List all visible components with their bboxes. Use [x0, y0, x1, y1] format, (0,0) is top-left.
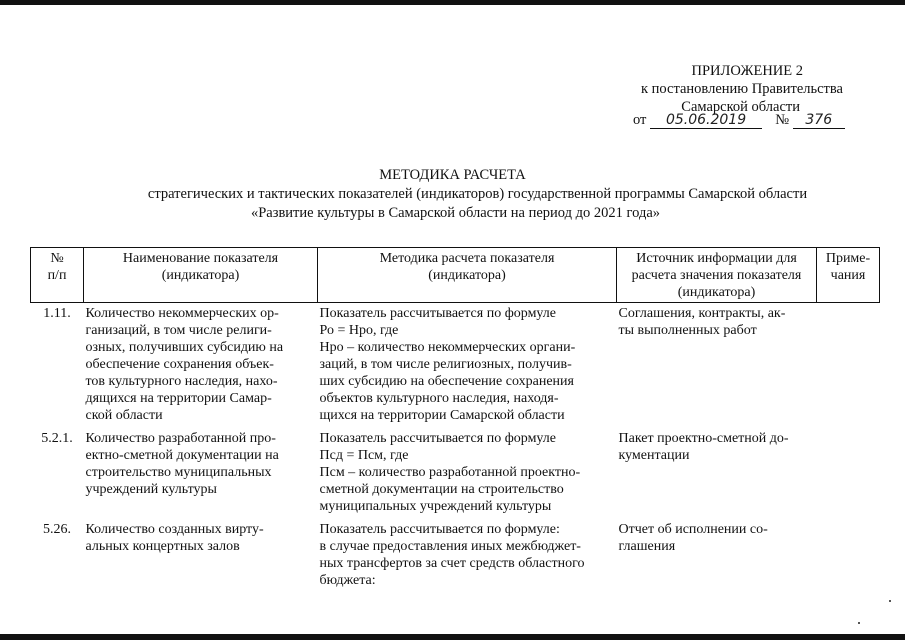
header-method: Методика расчета показателя (индикатора) [318, 248, 617, 303]
heading-title: МЕТОДИКА РАСЧЕТА [379, 167, 526, 183]
scan-speck [889, 600, 891, 602]
row-number: 5.2.1. [41, 431, 73, 446]
row-number: 1.11. [43, 306, 71, 321]
row-number: 5.26. [43, 522, 71, 537]
header-indicator-name: Наименование показателя (индикатора) [84, 248, 318, 303]
handwritten-date: 05.06.2019 [665, 112, 747, 128]
handwritten-number: 376 [805, 112, 833, 128]
row-indicator-name: Количество разработанной про- ектно-сметной документации на строительство муниципальных учреждений культуры [85, 431, 279, 497]
date-prefix: от [633, 112, 647, 128]
number-field [793, 113, 845, 129]
header-source: Источник информации для расчета значения показателя (индикатора) [617, 248, 817, 303]
row-note [817, 303, 880, 429]
number-prefix: № [775, 112, 790, 128]
row-method: Показатель рассчитывается по формуле Псд = Псм, где Псм – количество разработанной проектно- сметной документации на строительство муниципальных учреждений культуры [319, 431, 581, 514]
row-method: Показатель рассчитывается по формуле: в случае предоставления иных межбюджет- ных трансфертов за счет средств областного бюджета: [319, 522, 585, 588]
scan-speck [858, 622, 860, 624]
row-source: Отчет об исполнении со- глашения [618, 522, 768, 554]
row-indicator-name: Количество созданных вирту- альных концертных залов [85, 522, 264, 554]
table-row [31, 428, 880, 519]
heading-subtitle: стратегических и тактических показателей (индикаторов) государственной программы Самарской области [147, 186, 808, 202]
appendix-title: ПРИЛОЖЕНИЕ 2 [691, 63, 803, 79]
indicators-table [30, 247, 880, 593]
decree-date-number [633, 112, 845, 129]
table-header-row [31, 248, 880, 303]
appendix-region-line: Самарской области [681, 99, 800, 115]
scan-edge-top [0, 0, 905, 5]
row-source: Соглашения, контракты, ак- ты выполненных работ [618, 306, 786, 338]
header-notes: Приме- чания [817, 248, 880, 303]
row-note [817, 519, 880, 593]
document-heading [0, 166, 905, 223]
heading-program-name: «Развитие культуры в Самарской области на период до 2021 года» [250, 205, 661, 221]
row-method: Показатель рассчитывается по формуле Ро = Нро, где Нро – количество некоммерческих органи- заций, в том числе религиозных, получив- ших субсидию на обеспечение сохранения объектов культурного наследия, находя- щихся на территории Самарской области [319, 306, 576, 423]
scan-edge-bottom [0, 634, 905, 640]
row-indicator-name: Количество некоммерческих ор- ганизаций, в том числе религи- озных, получивших субсидию на обеспечение сохранения объек- тов культурного наследия, нахо- дящихся на территории Самар- ской области [85, 306, 284, 423]
table-row [31, 303, 880, 429]
row-note [817, 428, 880, 519]
header-number: № п/п [31, 248, 84, 303]
row-source: Пакет проектно-сметной до- кументации [618, 431, 789, 463]
date-field [650, 113, 762, 129]
table-row [31, 519, 880, 593]
appendix-decree-line: к постановлению Правительства [641, 81, 843, 97]
